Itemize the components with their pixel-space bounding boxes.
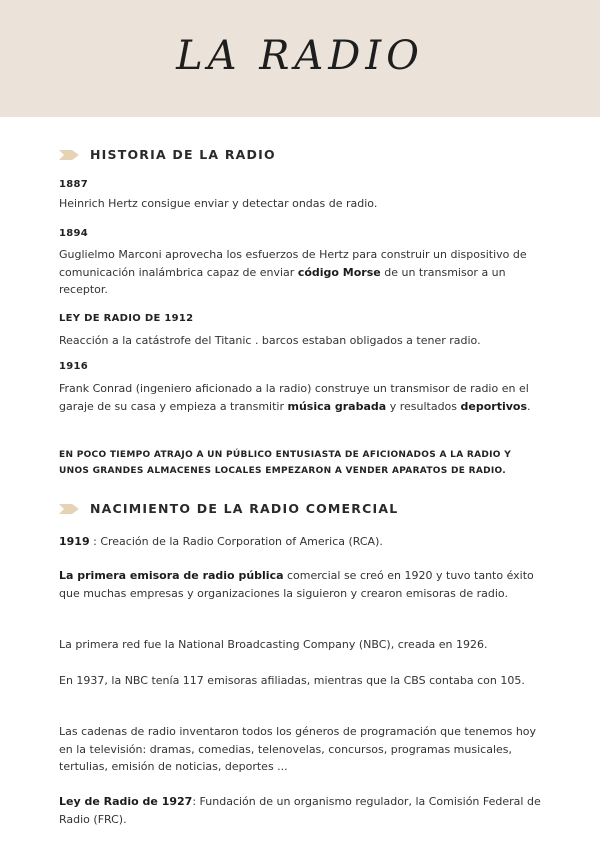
entry-text-ley-1912: Reacción a la catástrofe del Titanic . barcos estaban obligados a tener radio. — [59, 334, 481, 347]
section-heading-text: NACIMIENTO DE LA RADIO COMERCIAL — [90, 501, 399, 516]
bold-musica-grabada: música grabada — [287, 399, 387, 413]
header-banner — [0, 0, 600, 117]
entry-label-1916: 1916 — [59, 361, 89, 372]
paragraph-primera-emisora: La primera emisora de radio pública comercial se creó en 1920 y tuvo tanto éxito que muchas empresas y organizaciones la siguieron y crearon emisoras de radio. — [59, 569, 534, 600]
entry-label-1894: 1894 — [59, 228, 89, 239]
section-heading-text: HISTORIA DE LA RADIO — [90, 147, 276, 162]
arrow-bullet-icon — [59, 504, 79, 514]
page-title: LA RADIO — [176, 33, 424, 79]
paragraph-generos: Las cadenas de radio inventaron todos los géneros de programación que tenemos hoy en la televisión: dramas, comedias, telenovelas, concursos, programas musicales, tertulias, emisión de noticias, deportes ... — [59, 725, 537, 773]
bold-codigo-morse: código Morse — [297, 265, 381, 279]
caps-note: EN POCO TIEMPO ATRAJO A UN PÚBLICO ENTUSIASTA DE AFICIONADOS A LA RADIO Y UNOS GRANDES ALMACENES LOCALES EMPEZARON A VENDER APARATOS DE RADIO. — [59, 450, 512, 476]
paragraph-1919: 1919 : Creación de la Radio Corporation of America (RCA). — [59, 535, 383, 548]
paragraph-nbc: La primera red fue la National Broadcasting Company (NBC), creada en 1926. — [59, 638, 488, 651]
entry-text-1916: Frank Conrad (ingeniero aficionado a la radio) construye un transmisor de radio en el garaje de su casa y empieza a transmitir música grabada y resultados deportivos. — [59, 382, 531, 413]
bold-deportivos: deportivos — [460, 399, 528, 413]
entry-label-1887: 1887 — [59, 179, 89, 190]
entry-text-1894: Guglielmo Marconi aprovecha los esfuerzos de Hertz para construir un dispositivo de comunicación inalámbrica capaz de enviar código Morse de un transmisor a un receptor. — [59, 248, 527, 296]
section-heading-historia — [59, 147, 541, 162]
entry-label-ley-1912: LEY DE RADIO DE 1912 — [59, 313, 194, 324]
arrow-bullet-icon — [59, 150, 79, 160]
entry-text-1887: Heinrich Hertz consigue enviar y detectar ondas de radio. — [59, 197, 378, 210]
paragraph-ley-1927: Ley de Radio de 1927: Fundación de un organismo regulador, la Comisión Federal de Radio (FRC). — [59, 795, 541, 826]
section-heading-nacimiento — [59, 501, 541, 516]
paragraph-1937: En 1937, la NBC tenía 117 emisoras afiliadas, mientras que la CBS contaba con 105. — [59, 674, 525, 687]
